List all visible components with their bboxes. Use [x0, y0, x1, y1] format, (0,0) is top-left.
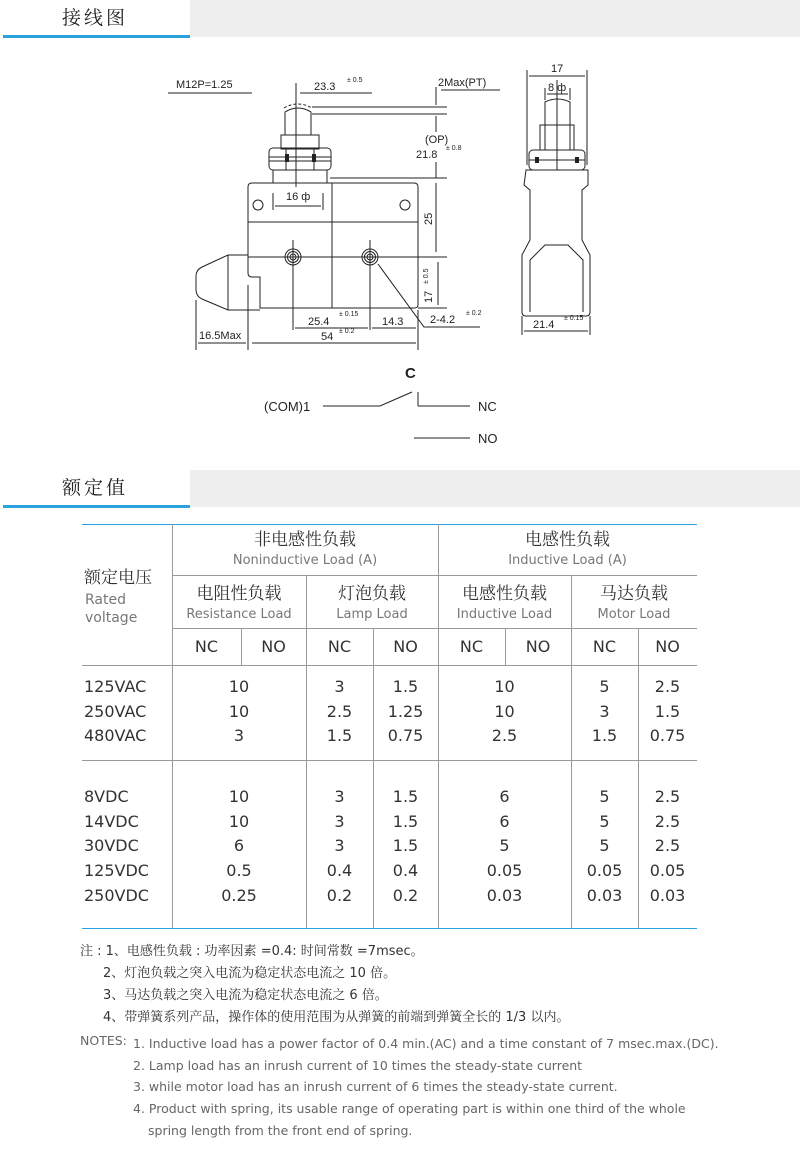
- subgroup-header-cn: 马达负载: [600, 584, 668, 604]
- dim-23-3: 23.3: [314, 81, 336, 93]
- voltage-cell: 8VDC: [84, 787, 129, 806]
- dim-14-3: 14.3: [382, 316, 404, 328]
- note-en: 1. Inductive load has a power factor of 0.4 min.(AC) and a time constant of 7 msec.max.(DC).: [133, 1036, 719, 1051]
- subgroup-header-cn: 灯泡负载: [338, 584, 406, 604]
- motor-nc-cell: 5: [599, 836, 610, 856]
- table-bottom-border: [82, 928, 697, 929]
- note-en: 3. while motor load has an inrush current of 6 times the steady-state current.: [133, 1079, 618, 1094]
- side-tol: ± 0.15: [564, 315, 584, 322]
- side-dim-17: 17: [551, 63, 564, 75]
- voltage-cell: 14VDC: [84, 811, 139, 831]
- wiring-com-label: (COM)1: [264, 399, 311, 414]
- dim-21-8: 21.8: [416, 149, 438, 161]
- subgroup-header-en: Motor Load: [597, 607, 671, 622]
- rated-voltage-header-cn: 额定电压: [84, 568, 152, 588]
- lamp-nc-cell: 3: [334, 811, 345, 831]
- dim-25: 25: [423, 212, 435, 225]
- motor-nc-cell: 5: [599, 811, 610, 831]
- divider: [638, 628, 639, 928]
- lamp-no-cell: 1.5: [392, 836, 419, 856]
- motor-nc-cell: 1.5: [591, 726, 618, 746]
- resistance-load-cell: 0.5: [226, 861, 252, 881]
- lamp-nc-cell: 3: [334, 677, 345, 696]
- motor-nc-cell: 0.05: [586, 861, 623, 881]
- lamp-no-cell: 1.5: [392, 811, 419, 831]
- subgroup-header-cn: 电感性负载: [462, 584, 547, 604]
- note-cn: 4、带弹簧系列产品，操作体的使用范围为从弹簧的前端到弹簧全长的 1/3 以内。: [103, 1010, 570, 1025]
- note-cn: 2、灯泡负载之突入电流为稳定状态电流之 10 倍。: [103, 966, 397, 981]
- note-cn: 3、马达负载之突入电流为稳定状态电流之 6 倍。: [103, 988, 388, 1003]
- lamp-no-cell: 0.2: [392, 885, 419, 905]
- voltage-cell: 250VAC: [84, 701, 147, 721]
- rated-voltage-header-en1: Rated: [85, 592, 126, 608]
- dim-25-4: 25.4: [308, 316, 330, 328]
- note-en: 4. Product with spring, its usable range of operating part is within one third of the whole: [133, 1101, 686, 1116]
- lamp-nc-cell: 2.5: [326, 701, 353, 721]
- motor-no-cell: 2.5: [654, 787, 681, 806]
- lamp-no-cell: 1.5: [392, 677, 419, 696]
- group-header-cn: 非电感性负载: [254, 530, 356, 550]
- lamp-nc-cell: 0.4: [326, 861, 353, 881]
- group-header-cn: 电感性负载: [525, 530, 610, 550]
- motor-no-cell: 0.03: [649, 885, 686, 905]
- contact-header: NC: [327, 637, 352, 656]
- divider: [172, 628, 697, 629]
- note-en: spring length from the front end of spring.: [148, 1123, 413, 1138]
- lamp-nc-cell: 3: [334, 787, 345, 806]
- resistance-load-cell: 10: [228, 677, 250, 696]
- inductive-load-cell: 0.03: [486, 885, 523, 905]
- resistance-load-cell: 3: [233, 726, 245, 746]
- dia-16: 16 ф: [286, 191, 311, 203]
- tol-0-5: ± 0.5: [347, 77, 363, 84]
- dim-op: (OP): [425, 134, 449, 146]
- thread-label: M12P=1.25: [176, 79, 233, 91]
- inductive-load-cell: 2.5: [491, 726, 518, 746]
- divider: [82, 665, 697, 666]
- rated-voltage-header-en2: voltage: [85, 610, 138, 626]
- lamp-no-cell: 1.25: [387, 701, 424, 721]
- lamp-nc-cell: 1.5: [326, 726, 353, 746]
- wiring-c-label: C: [405, 365, 416, 382]
- note-en: 2. Lamp load has an inrush current of 10 times the steady-state current: [133, 1058, 583, 1073]
- section-title-rating: 额定值: [62, 477, 129, 499]
- group-header-en: Inductive Load (A): [508, 553, 627, 568]
- table-top-border: [82, 524, 697, 525]
- dim-holes: 2-4.2: [430, 314, 456, 326]
- motor-nc-cell: 5: [599, 787, 610, 806]
- wiring-nc-label: NC: [478, 399, 497, 414]
- resistance-load-cell: 6: [233, 836, 245, 856]
- motor-no-cell: 2.5: [654, 677, 681, 696]
- divider: [373, 628, 374, 928]
- inductive-load-cell: 10: [494, 701, 515, 721]
- motor-nc-cell: 3: [599, 701, 610, 721]
- dim-pt: 2Max(PT): [438, 77, 487, 89]
- divider: [172, 575, 697, 576]
- motor-no-cell: 2.5: [654, 811, 681, 831]
- subgroup-header-en: Resistance Load: [186, 607, 292, 622]
- group-header-en: Noninductive Load (A): [232, 553, 378, 568]
- subgroup-header-en: Inductive Load: [456, 607, 553, 622]
- dim-17: 17: [423, 290, 435, 303]
- inductive-load-cell: 0.05: [486, 861, 523, 881]
- voltage-cell: 250VDC: [84, 885, 149, 905]
- tol-17: ± 0.5: [423, 268, 430, 284]
- inductive-load-cell: 6: [499, 811, 510, 831]
- lamp-no-cell: 1.5: [392, 787, 419, 806]
- side-dim-21-4: 21.4: [533, 319, 555, 331]
- lamp-nc-cell: 0.2: [326, 885, 353, 905]
- note-cn: 注 : 1、电感性负载 : 功率因素 =0.4: 时间常数 =7msec。: [80, 944, 424, 959]
- tol-0-15: ± 0.15: [339, 311, 359, 318]
- contact-header: NC: [194, 637, 219, 656]
- inductive-load-cell: 6: [499, 787, 510, 806]
- voltage-cell: 480VAC: [84, 726, 147, 746]
- voltage-cell: 30VDC: [84, 836, 139, 856]
- motor-nc-cell: 0.03: [586, 885, 623, 905]
- resistance-load-cell: 0.25: [221, 885, 257, 905]
- motor-no-cell: 0.75: [649, 726, 686, 746]
- voltage-cell: 125VAC: [84, 677, 147, 696]
- motor-no-cell: 0.05: [649, 861, 686, 881]
- resistance-load-cell: 10: [228, 787, 250, 806]
- lamp-no-cell: 0.75: [387, 726, 424, 746]
- resistance-load-cell: 10: [228, 701, 250, 721]
- contact-header: NC: [592, 637, 617, 656]
- contact-header: NO: [393, 637, 418, 656]
- side-dia-8: 8 ф: [548, 82, 567, 94]
- tol-0-8: ± 0.8: [446, 145, 462, 152]
- notes-label: NOTES:: [80, 1033, 127, 1048]
- voltage-cell: 125VDC: [84, 861, 149, 881]
- tol-0-2: ± 0.2: [466, 310, 482, 317]
- subgroup-header-en: Lamp Load: [336, 607, 408, 622]
- motor-no-cell: 1.5: [654, 701, 681, 721]
- resistance-load-cell: 10: [228, 811, 250, 831]
- dim-54: 54: [321, 331, 334, 343]
- wiring-no-label: NO: [478, 431, 498, 446]
- motor-no-cell: 2.5: [654, 836, 681, 856]
- dim-16-5: 16.5Max: [199, 330, 242, 342]
- contact-header: NO: [525, 637, 551, 656]
- divider: [82, 760, 697, 761]
- contact-header: NO: [655, 637, 680, 656]
- subgroup-header-cn: 电阻性负载: [196, 584, 282, 604]
- inductive-load-cell: 10: [494, 677, 515, 696]
- section-title-wiring: 接线图: [62, 7, 129, 29]
- contact-header: NO: [261, 637, 286, 656]
- inductive-load-cell: 5: [499, 836, 510, 856]
- lamp-no-cell: 0.4: [392, 861, 419, 881]
- motor-nc-cell: 5: [599, 677, 610, 696]
- tol-54: ± 0.2: [339, 328, 355, 335]
- contact-header: NC: [459, 637, 484, 656]
- lamp-nc-cell: 3: [334, 836, 345, 856]
